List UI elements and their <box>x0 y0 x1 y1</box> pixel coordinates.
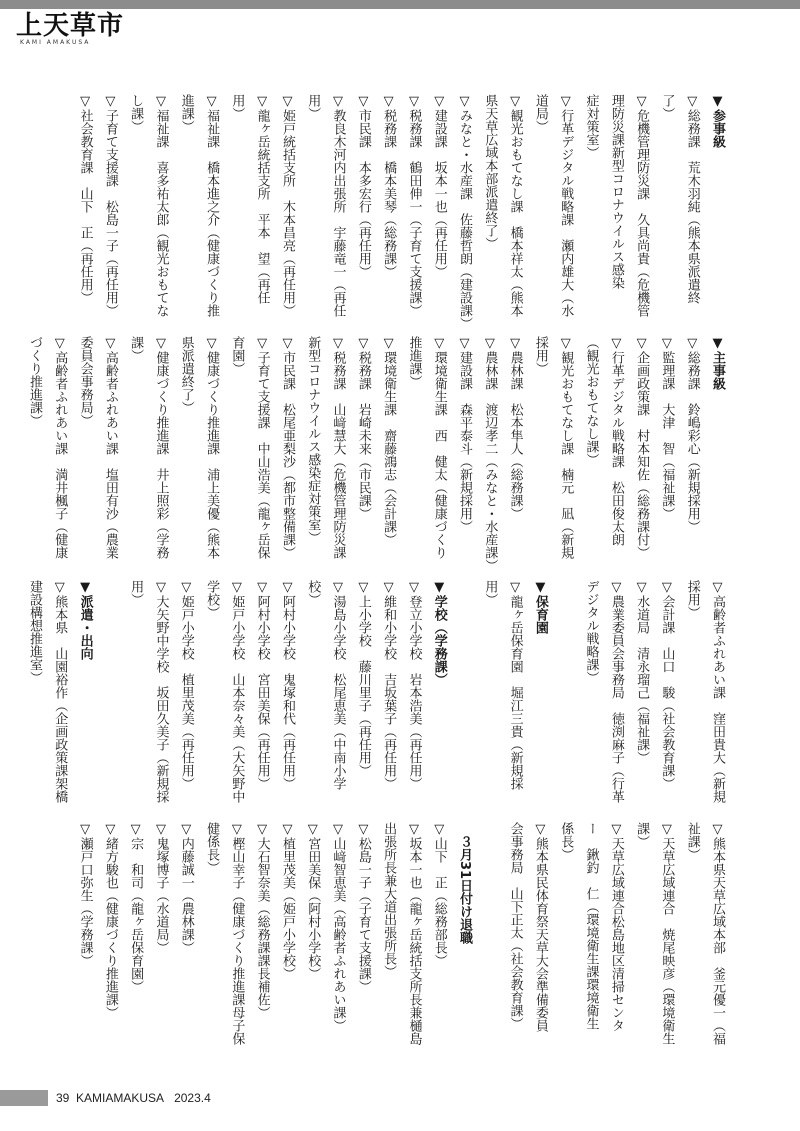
entry-line: ▽税務課 橋本美琴（総務課） <box>381 94 397 278</box>
entry-line: ▽内藤誠一（農林課） <box>178 822 194 954</box>
spacer <box>452 580 477 810</box>
entry-line: ▽山﨑智恵美（高齢者ふれあい課） <box>330 822 346 1032</box>
entry-line: ▽福祉課 橋本進之介（健康づくり推 <box>204 94 220 317</box>
entry-line: 出張所長兼大道出張所長） <box>381 822 397 978</box>
entry-line: ▽教良木河内出張所 宇藤竜一（再任 <box>330 94 346 317</box>
entry-line: 学校） <box>204 580 220 619</box>
entry-line: ▽企画政策課 村本知佐（総務課付） <box>634 336 650 559</box>
publication-name: KAMIAMAKUSA <box>76 1091 165 1105</box>
entry-line: ▽総務課 荒木羽純（熊本県派遣終 <box>684 94 700 304</box>
entry-line: 県天草広域本部派遣終了） <box>482 94 498 250</box>
section-heading: ▼保育園 <box>532 580 548 634</box>
entry-line: ▽山下 正（総務部長） <box>431 822 447 967</box>
entry-line: ▽農林課 松本隼人（総務課） <box>507 336 523 520</box>
entry-line: ▽姫戸小学校 植里茂美（再任用） <box>178 580 194 790</box>
entry-line: 会事務局 山下正太（社会教育課） <box>507 822 523 1030</box>
entry-line: ▽水道局 清永瑠己（福祉課） <box>634 580 650 764</box>
entry-line: 症対策室） <box>583 94 599 159</box>
entry-line: ▽健康づくり推進課 浦上美優（熊本 <box>204 336 220 559</box>
entry-line: 理防災課新型コロナウイルス感染 <box>608 94 624 289</box>
footer <box>56 1090 211 1106</box>
entry-line: ▽建設課 坂本一也（再任用） <box>431 94 447 278</box>
entry-line: ▽会計課 山口 駿（社会教育課） <box>659 580 675 790</box>
entry-line: ▽鬼塚博子（水道局） <box>153 822 169 954</box>
entry-line: 県派遣終了） <box>178 336 194 414</box>
entry-line: ▽上小学校 藤川里子（再任用） <box>355 580 371 777</box>
section-heading: ３月31日付け退職 <box>457 822 473 945</box>
entry-line: ▽熊本県天草広域本部 釜元優一（福 <box>710 822 725 1045</box>
entry-line: ▽福祉課 喜多祐太郎（観光おもてな <box>153 94 169 317</box>
entry-line: ▽坂本一也（龍ヶ岳統括支所長兼樋島 <box>406 822 422 1045</box>
entry-line: ▽緒方駿也（健康づくり推進課） <box>102 822 118 1019</box>
entry-line: ▽観光おもてなし課 橋本祥太（熊本 <box>507 94 523 317</box>
entry-line: ▽監理課 大津 智（福祉課） <box>659 336 675 520</box>
entry-line: ▽観光おもてなし課 楠元 凪（新規 <box>558 336 574 559</box>
entry-line: 採用） <box>532 336 548 375</box>
entry-line: ▽子育て支援課 松島一子（再任用） <box>102 94 118 317</box>
entry-line: 委員会事務局） <box>77 336 93 427</box>
entry-line: 用） <box>128 580 144 606</box>
entry-line: 建設構想推進室） <box>26 580 42 684</box>
entry-line: ▽高齢者ふれあい課 満井楓子（健康 <box>52 336 68 559</box>
entry-line: ▽市民課 本多宏行（再任用） <box>355 94 371 278</box>
footer-bar <box>0 1090 48 1106</box>
text-band-1 <box>50 94 730 330</box>
entry-line: 育園） <box>229 336 245 375</box>
entry-line: ▽農林課 渡辺孝二（みなと・水産課） <box>482 336 498 572</box>
entry-line: ▽行革デジタル戦略課 瀬内雄大（水 <box>558 94 574 317</box>
entry-line: ▽社会教育課 山下 正（再任用） <box>77 94 93 304</box>
entry-line: 校） <box>305 580 321 606</box>
text-band-4 <box>50 822 730 1054</box>
top-bar <box>0 0 800 9</box>
entry-line: ▽樫山幸子（健康づくり推進課母子保 <box>229 822 245 1045</box>
entry-line: ▽市民課 松尾亜梨沙（都市整備課） <box>279 336 295 559</box>
entry-line: ▽天草広域連合松島地区清掃センタ <box>608 822 624 1032</box>
entry-line: 新型コロナウイルス感染症対策室） <box>305 336 321 544</box>
entry-line: ▽天草広域連合 焼尾映彦（環境衛生 <box>659 822 675 1045</box>
issue-date: 2023.4 <box>174 1091 211 1105</box>
entry-line: ▽阿村小学校 鬼塚和代（再任用） <box>279 580 295 790</box>
entry-line: 課） <box>128 336 144 362</box>
entry-line: 課） <box>634 822 650 848</box>
entry-line: ▽危機管理防災課 久具尚貴（危機管 <box>634 94 650 317</box>
entry-line: 用） <box>482 580 498 606</box>
text-band-3 <box>26 580 730 810</box>
entry-line: づくり推進課） <box>26 336 42 427</box>
entry-line: 祉課） <box>684 822 700 861</box>
entry-line: ▽阿村小学校 宮田美保（再任用） <box>254 580 270 790</box>
entry-line: 道局） <box>532 94 548 133</box>
entry-line: 推進課） <box>406 336 422 388</box>
entry-line: 進課） <box>178 94 194 133</box>
entry-line: ▽高齢者ふれあい課 窪田貴大（新規 <box>710 580 725 803</box>
entry-line: ▽環境衛生課 西 健太（健康づくり <box>431 336 447 559</box>
entry-line: ▽大石智奈美（総務課課長補佐） <box>254 822 270 1019</box>
entry-line: デジタル戦略課） <box>583 580 599 684</box>
text-band-2 <box>26 336 730 572</box>
entry-line: ▽宮田美保（阿村小学校） <box>305 822 321 980</box>
entry-line: 係長） <box>558 822 574 861</box>
section-heading: ▼参事級 <box>710 94 725 148</box>
entry-line: ▽大矢野中学校 坂田久美子（新規採 <box>153 580 169 803</box>
section-heading: ▼主事級 <box>710 336 725 390</box>
entry-line: ▽維和小学校 吉坂葉子（再任用） <box>381 580 397 790</box>
entry-line: （観光おもてなし課） <box>583 336 599 466</box>
logo-subtitle: KAMI AMAKUSA <box>20 39 91 46</box>
logo <box>16 12 136 44</box>
entry-line: ▽湯島小学校 松尾恵美（中南小学 <box>330 580 346 790</box>
entry-line: ▽熊本県民体育祭天草大会準備委員 <box>532 822 548 1032</box>
entry-line: ▽宗 和司（龍ヶ岳保育園） <box>128 822 144 993</box>
entry-line: ▽熊本県 山園裕作（企画政策課架橋 <box>52 580 68 803</box>
entry-line: 了） <box>659 94 675 120</box>
entry-line: ▽子育て支援課 中山浩美（龍ヶ岳保 <box>254 336 270 559</box>
section-heading: ▼派遣・出向 <box>77 580 93 660</box>
entry-line: ▽姫戸小学校 山本奈々美（大矢野中 <box>229 580 245 803</box>
entry-line: ▽総務課 鈴嶋彩心（新規採用） <box>684 336 700 533</box>
entry-line: ▽植里茂美（姫戸小学校） <box>279 822 295 980</box>
page-number: 39 <box>56 1091 70 1105</box>
entry-line: ▽税務課 鶴田伸一（子育て支援課） <box>406 94 422 317</box>
entry-line: ▽みなと・水産課 佐藤哲朗（建設課） <box>457 94 473 330</box>
entry-line: ▽行革デジタル戦略課 松田俊太朗 <box>608 336 624 546</box>
entry-line: ▽龍ヶ岳保育園 堀江三貴（新規採 <box>507 580 523 790</box>
entry-line: ▽税務課 山﨑慧大（危機管理防災課 <box>330 336 346 559</box>
entry-line: ▽税務課 岩崎未来（市民課） <box>355 336 371 520</box>
logo-text: 上天草市 <box>16 11 125 41</box>
entry-line: ▽瀬戸口弥生（学務課） <box>77 822 93 967</box>
entry-line: 用） <box>229 94 245 120</box>
spacer <box>98 580 123 810</box>
entry-line: ▽建設課 森平泰斗（新規採用） <box>457 336 473 533</box>
entry-line: ▽姫戸統括支所 木本昌亮（再任用） <box>279 94 295 317</box>
entry-line: 用） <box>305 94 321 120</box>
entry-line: ▽環境衛生課 齋藤鴻志（会計課） <box>381 336 397 546</box>
entry-line: ▽松島一子（子育て支援課） <box>355 822 371 993</box>
entry-line: 採用） <box>684 580 700 619</box>
spacer <box>553 580 578 810</box>
entry-line: ▽龍ヶ岳統括支所 平本 望（再任 <box>254 94 270 304</box>
entry-line: ▽健康づくり推進課 井上照彩（学務 <box>153 336 169 559</box>
spacer <box>477 822 502 1054</box>
entry-line: ▽農業委員会事務局 徳渕麻子（行革 <box>608 580 624 803</box>
section-heading: ▼学校（学務課） <box>431 580 447 686</box>
entry-line: ▽高齢者ふれあい課 塩田有沙（農業 <box>102 336 118 559</box>
entry-line: 健係長） <box>204 822 220 874</box>
entry-line: ー 鍬釣 仁（環境衛生課環境衛生 <box>583 822 599 1030</box>
entry-line: し課） <box>128 94 144 133</box>
entry-line: ▽登立小学校 岩本浩美（再任用） <box>406 580 422 790</box>
